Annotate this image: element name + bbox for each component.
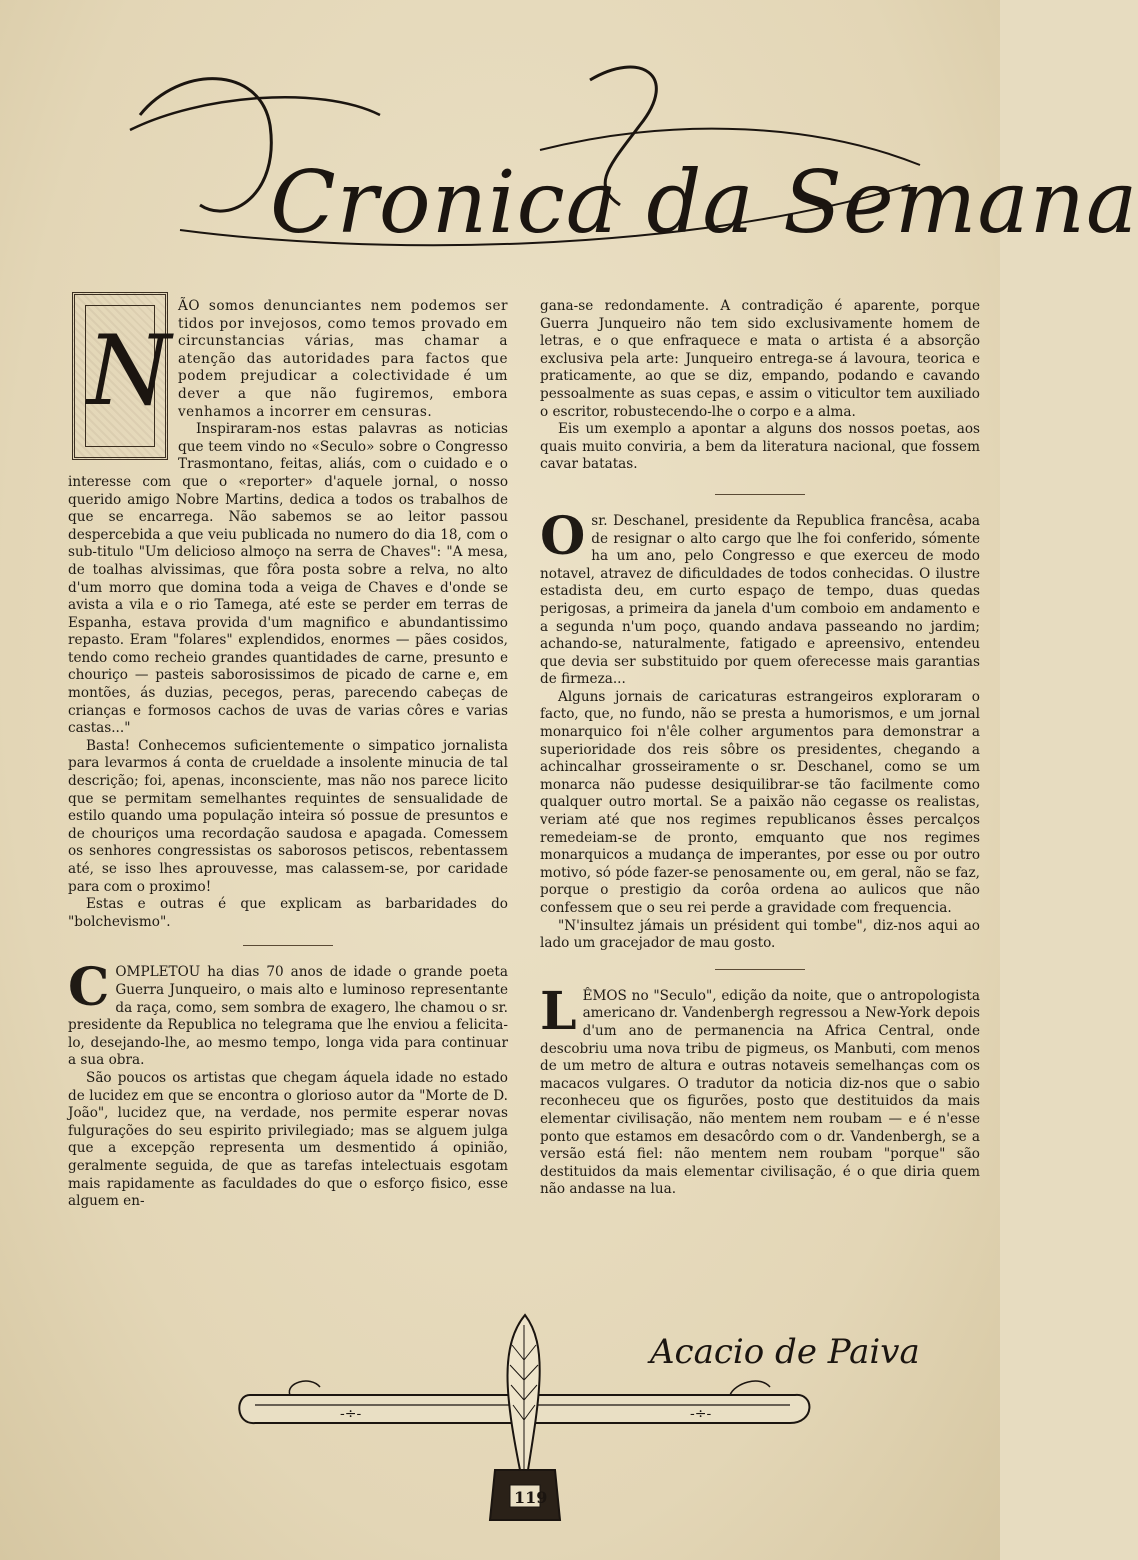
svg-text:-÷-: -÷- xyxy=(690,1406,712,1422)
svg-text:119: 119 xyxy=(514,1488,548,1507)
masthead xyxy=(120,55,1138,255)
article-junqueiro-lead: OMPLETOU xyxy=(115,964,201,981)
article-deschanel xyxy=(540,505,980,953)
author-signature: Acacio de Paiva xyxy=(650,1332,920,1372)
article-congresso-p3: Basta! Conhecemos suficientemente o simpatico jornalista para levarmos á conta de crueldade a insolente minucia de tal descrição; foi, apenas, inconsciente, mas não nos parece licito que se permitam semelhantes requintes de sensualidade de estilo quando uma população inteira só possue de presuntos e de chouriços uma recordação saudosa e apagada. Comessem os senhores congressistas os saborosos petiscos, rebentassem até, se isso lhes aprouvesse, mas calassem-se, por caridade para com o proximo! xyxy=(68,737,508,895)
dropcap-n: N xyxy=(87,315,171,427)
article-junqueiro-p3: gana-se redondamente. A contradição é aparente, porque Guerra Junqueiro não tem sido exclusivamente homem de letras, e o que enfraquece e mata o artista é a absorção exclusiva pela arte: Junqueiro entrega-se á lavoura, teorica e praticamente, ao que se diz, empando, podando e cavando pessoalmente as suas cepas, e assim o viticultor tem auxiliado o escritor, robustecendo-lhe o corpo e a alma. xyxy=(540,298,980,420)
article-deschanel-p1: sr. Deschanel, presidente da Republica francêsa, acaba de resignar o alto cargo que lhe foi conferido, sómente ha um ano, pelo Congresso e que exerceu de modo notavel, atravez de dificuldades de todos conhecidas. O ilustre estadista deu, em curto espaço de tempo, duas quedas perigosas, a primeira da janela d'um comboio em andamento e a segunda n'um poço, quando andava passeando no jardim; achando-se, naturalmente, fatigado e apreensivo, entendeu que devia ser substituido por quem oferecesse mais garantias de firmeza... xyxy=(540,512,980,688)
section-divider xyxy=(715,969,805,970)
article-junqueiro-p4: Eis um exemplo a apontar a alguns dos nossos poetas, aos quais muito conviria, a bem da literatura nacional, que fossem cavar batatas. xyxy=(540,421,980,473)
article-junqueiro xyxy=(68,957,508,1210)
dropcap-o: O xyxy=(540,505,586,567)
article-junqueiro-p1: ha dias 70 anos de idade o grande poeta Guerra Junqueiro, o mais alto e luminoso representante da raça, como, sem sombra de exagero, lhe chamou o sr. presidente da Republica no telegrama que lhe enviou a felicita-lo, desejando-lhe, ao mesmo tempo, longa vida para continuar a sua obra. xyxy=(68,964,508,1069)
article-pigmeus-lead: ÊMOS xyxy=(582,987,627,1004)
section-divider xyxy=(243,945,333,946)
article-congresso-p1: ÃO somos denunciantes nem podemos ser tidos por invejosos, como temos provado em circunstancias várias, mas chamar a atenção das autoridades para factos que podem prejudicar a colectividade é um dever a que não fugiremos, embora venhamos a incorrer em censuras. xyxy=(178,298,508,420)
svg-text:-÷-: -÷- xyxy=(340,1406,362,1422)
article-congresso-p4: Estas e outras é que explicam as barbaridades do "bolchevismo". xyxy=(68,896,508,930)
article-pigmeus xyxy=(540,980,980,1199)
article-congresso-p2: Inspiraram-nos estas palavras as noticias que teem vindo no «Seculo» sobre o Congresso Trasmontano, feitas, aliás, com o cuidado e o interesse com que o «reporter» d'aquele jornal, o nosso querido amigo Nobre Martins, dedica a todos os trabalhos de que se encarrega. Não sabemos se ao leitor passou despercebida a que veiu publicada no numero do dia 18, com o sub-titulo "Um delicioso almoço na serra de Chaves": "A mesa, de toalhas alvissimas, que fôra posta sobre a relva, no alto d'um morro que domina toda a veiga de Chaves e d'onde se avista a vila e o rio Tamega, até este se perder em terras de Espanha, estava provida d'um magnifico e abundantissimo repasto. Eram "folares" explendidos, enormes — pães cosidos, tendo como recheio grandes quantidades de carne, presunto e chouriço — pasteis saborosissimos de picado de carne e, em montões, ás duzias, pecegos, peras, parecendo cabeças de crianças e formosos cachos de uvas de varias côres e varias castas..." xyxy=(68,421,508,737)
article-deschanel-p2: Alguns jornais de caricaturas estrangeiros exploraram o facto, que, no fundo, não se presta a humorismos, e um jornal monarquico foi n'êle colher argumentos para demonstrar a superioridade dos reis sôbre os presidentes, chegando a achincalhar grosseiramente o sr. Deschanel, como se um monarca não pudesse desiquilibrar-se tão facilmente como qualquer outro mortal. Se a paixão não cegasse os realistas, veriam até que nos regimes republicanos êsses percalços remedeiam-se de pronto, emquanto que nos regimes monarquicos a mudança de imperantes, por esse ou por outro motivo, só póde fazer-se penosamente ou, em geral, não se faz, porque o prestigio da corôa ordena ao aulicos que não confessem que o seu rei perde a gravidade com frequencia. xyxy=(540,688,980,916)
dropcap-c: C xyxy=(68,957,110,1019)
article-congresso xyxy=(68,298,508,931)
article-junqueiro-cont xyxy=(540,298,980,474)
section-divider xyxy=(715,494,805,495)
dropcap-l: L xyxy=(540,980,577,1042)
masthead-title: Cronica da Semana xyxy=(270,153,1138,253)
article-pigmeus-p1: no "Seculo", edição da noite, que o antropologista americano dr. Vandenbergh regressou a New-York depois d'um ano de permanencia na Africa Central, onde descobriu uma nova tribu de pigmeus, os Manbuti, com menos de um metro de altura e outras notaveis semelhanças com os macacos vulgares. O tradutor da noticia diz-nos que o sabio reconheceu que os figurões, posto que destituidos da mais elementar civilisação, não mentem nem roubam — e é n'esse ponto que estamos em desacôrdo com o dr. Vandenbergh, se a versão está fiel: não mentem nem roubam "porque" são destituidos da mais elementar civilisação, é o que diria quem não andasse na lua. xyxy=(540,987,980,1198)
dropcap-n-frame xyxy=(72,292,171,460)
article-junqueiro-p2: São poucos os artistas que chegam áquela idade no estado de lucidez em que se encontra o glorioso autor da "Morte de D. João", lucidez que, na verdade, nos permite esperar novas fulgurações do seu espirito privilegiado; mas se alguem julga que a excepção representa um desmentido á opinião, geralmente seguida, de que as tarefas intelectuais esgotam mais rapidamente as faculdades do que o esforço fisico, esse alguem en- xyxy=(68,1069,508,1210)
right-column xyxy=(540,298,980,1199)
left-column xyxy=(68,298,508,1211)
article-deschanel-p3: "N'insultez jámais un président qui tombe", diz-nos aqui ao lado um gracejador de mau gosto. xyxy=(540,917,980,952)
